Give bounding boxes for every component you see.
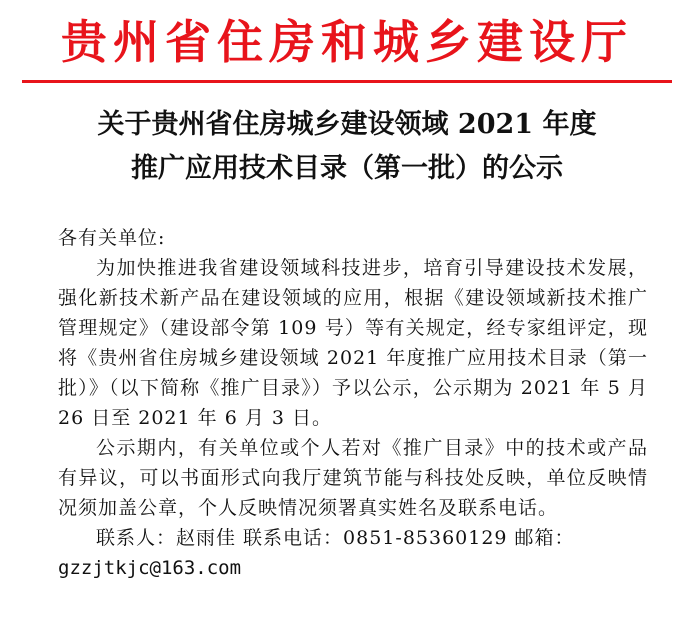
contact-email[interactable] xyxy=(58,553,648,583)
notice-title-line-1: 关于贵州省住房城乡建设领域 2021 年度 xyxy=(97,109,597,140)
paragraph-announcement: 为加快推进我省建设领域科技进步，培育引导建设技术发展，强化新技术新产品在建设领域的应用，根据《建设领域新技术推广管理规定》（建设部令第 109 号）等有关规定，经专家组评定，现将《贵州省住房城乡建设领域 2021 年度推广应用技术目录（第一批）》（以下简称《推广目录》）予以公示，公示期为 2021 年 5 月 26 日至 2021 年 6 月 3 日。 xyxy=(58,257,648,429)
notice-title-line-2: 推广应用技术目录（第一批）的公示 xyxy=(131,153,563,184)
paragraph-objection-procedure: 公示期内，有关单位或个人若对《推广目录》中的技术或产品有异议，可以书面形式向我厅建筑节能与科技处反映，单位反映情况须加盖公章，个人反映情况须署真实姓名及联系电话。 xyxy=(58,437,648,519)
notice-body xyxy=(58,223,648,583)
salutation: 各有关单位: xyxy=(58,227,166,249)
letterhead-red-rule xyxy=(22,80,672,83)
email-address[interactable]: gzzjtkjc@163.com xyxy=(58,557,242,579)
contact-line: 联系人：赵雨佳 联系电话：0851-85360129 邮箱： xyxy=(96,527,575,549)
letterhead-org-name: 贵州省住房和城乡建设厅 xyxy=(61,15,633,69)
